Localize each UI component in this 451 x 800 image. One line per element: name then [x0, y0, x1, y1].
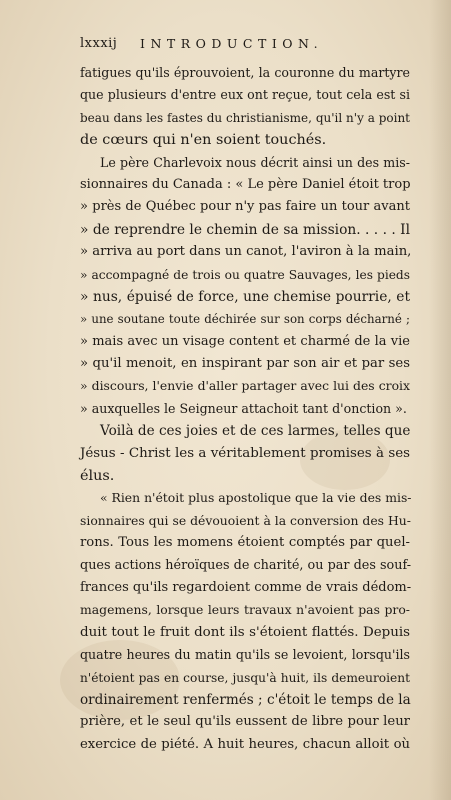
- text-line: exercice de piété. A huit heures, chacun alloit où: [80, 736, 410, 752]
- text-line: de cœurs qui n'en soient touchés.: [80, 132, 327, 149]
- text-line: » discours, l'envie d'aller partager avec lui des croix: [80, 378, 410, 394]
- text-line: » qu'il menoit, en inspirant par son air et par ses: [80, 356, 410, 372]
- text-line: rons. Tous les momens étoient comptés par quel-: [80, 535, 410, 551]
- text-line: ques actions héroïques de charité, ou par des souf-: [80, 557, 412, 573]
- text-line: » une soutane toute déchirée sur son corps décharné ;: [80, 312, 410, 327]
- text-line: » auxquelles le Seigneur attachoit tant d'onction ».: [80, 400, 407, 416]
- text-line: » près de Québec pour n'y pas faire un tour avant: [80, 199, 410, 215]
- text-line: Voilà de ces joies et de ces larmes, telles que: [100, 423, 411, 440]
- page-edge-shadow: [429, 0, 451, 800]
- text-line: Jésus - Christ les a véritablement promises à ses: [80, 445, 410, 461]
- text-line: duit tout le fruit dont ils s'étoient flattés. Depuis: [80, 624, 410, 640]
- text-line: » de reprendre le chemin de sa mission. . . . . Il: [80, 221, 410, 238]
- text-line: frances qu'ils regardoient comme de vrais dédom-: [80, 579, 412, 595]
- text-line: beau dans les fastes du christianisme, qu'il n'y a point: [80, 110, 410, 125]
- page-header: [80, 36, 381, 56]
- text-line: magemens, lorsque leurs travaux n'avoient pas pro-: [80, 602, 410, 618]
- running-title: INTRODUCTION.: [140, 36, 324, 51]
- text-line: » nus, épuisé de force, une chemise pourrie, et: [80, 288, 410, 305]
- text-line: élus.: [80, 468, 115, 485]
- text-line: sionnaires qui se dévouoient à la conversion des Hu-: [80, 512, 411, 528]
- text-line: « Rien n'étoit plus apostolique que la vie des mis-: [100, 490, 412, 506]
- text-line: Le père Charlevoix nous décrit ainsi un des mis-: [100, 154, 410, 170]
- body-text: [80, 62, 410, 756]
- text-line: » arriva au port dans un canot, l'aviron à la main,: [80, 244, 412, 260]
- text-line: » mais avec un visage content et charmé de la vie: [80, 333, 410, 349]
- text-line: que plusieurs d'entre eux ont reçue, tout cela est si: [80, 87, 410, 103]
- text-line: quatre heures du matin qu'ils se levoient, lorsqu'ils: [80, 647, 410, 663]
- page-number: lxxxij: [80, 36, 118, 51]
- text-line: fatigues qu'ils éprouvoient, la couronne du martyre: [80, 65, 410, 80]
- text-line: » accompagné de trois ou quatre Sauvages, les pieds: [80, 267, 410, 282]
- text-line: ordinairement renfermés ; c'étoit le temps de la: [80, 691, 411, 708]
- text-line: prière, et le seul qu'ils eussent de libre pour leur: [80, 714, 410, 730]
- text-line: n'étoient pas en course, jusqu'à huit, ils demeuroient: [80, 670, 410, 685]
- text-line: sionnaires du Canada : « Le père Daniel étoit trop: [80, 176, 411, 192]
